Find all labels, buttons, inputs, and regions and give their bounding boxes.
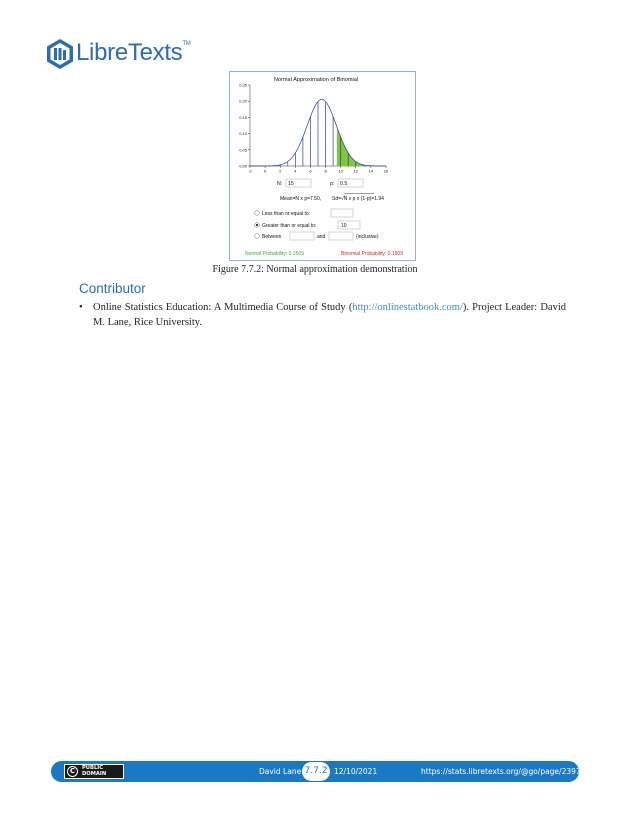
figure-caption: Figure 7.7.2: Normal approximation demonstration	[212, 264, 418, 275]
option-between-label: Between	[262, 234, 282, 240]
x-tick-label: -2	[248, 168, 252, 174]
greater-than-value: 10	[341, 223, 347, 229]
bullet: •	[79, 302, 83, 313]
mean-readout: Mean=N x p=7.50,	[280, 196, 322, 202]
applet-canvas	[230, 72, 417, 262]
p-input-value: 0.5	[340, 181, 348, 187]
x-tick-label: 8	[324, 168, 327, 174]
radio-greater-than-dot	[256, 224, 258, 226]
sd-readout: Sd=√N x p x (1-p)=1.94	[332, 196, 384, 202]
inclusive-label: (inclusive)	[356, 234, 379, 240]
option-less-than-label: Less than or equal to:	[262, 211, 311, 217]
y-tick-label: 0.05	[239, 147, 247, 153]
y-tick-label: 0.00	[239, 163, 247, 169]
radio-between[interactable]	[255, 234, 260, 239]
n-input-value: 15	[288, 181, 294, 187]
between-high-input[interactable]	[329, 232, 353, 240]
n-label: N:	[277, 181, 283, 187]
x-tick-label: 12	[353, 168, 359, 174]
libretexts-logo[interactable]	[46, 38, 216, 70]
libretexts-logo-icon	[46, 38, 74, 70]
x-tick-label: 10	[338, 168, 343, 174]
x-tick-label: 4	[294, 168, 297, 174]
y-tick-label: 0.20	[239, 98, 247, 104]
public-domain-label: PUBLIC DOMAIN	[82, 765, 107, 777]
y-tick-label: 0.15	[239, 114, 247, 120]
page-number: 7.7.2	[302, 762, 330, 781]
y-tick-label: 0.25	[239, 82, 247, 88]
section-heading-contributor: Contributor	[79, 281, 146, 296]
contributor-list-item: • Online Statistics Education: A Multimedia Course of Study (http://onlinestatbook.com/). Project Leader: David M. Lane, Rice University.	[79, 302, 566, 328]
footer-date: 12/10/2021	[334, 767, 378, 776]
chart-plot-area	[239, 83, 389, 174]
p-label: p:	[330, 181, 335, 187]
and-label: and	[317, 234, 326, 240]
chart-title: Normal Approximation of Binomial	[273, 77, 359, 83]
onlinestatbook-link[interactable]: http://onlinestatbook.com/	[352, 302, 463, 313]
footer-url[interactable]: https://stats.libretexts.org/@go/page/2397	[421, 767, 581, 776]
y-tick-label: 0.10	[239, 131, 247, 137]
x-tick-label: 16	[383, 168, 389, 174]
page-footer	[51, 761, 579, 782]
x-tick-label: 0	[263, 168, 267, 174]
option-greater-than-label: Greater than or equal to:	[262, 223, 317, 229]
normal-probability: Normal Probability: 0.1509	[245, 251, 304, 257]
normal-approximation-applet	[229, 71, 416, 261]
logo-wordmark: LibreTexts™	[76, 39, 191, 66]
public-domain-icon: C	[67, 766, 78, 777]
x-tick-label: 14	[368, 168, 374, 174]
radio-less-than[interactable]	[255, 211, 260, 216]
between-low-input[interactable]	[290, 232, 314, 240]
binomial-probability: Binomial Probability: 0.1509	[341, 251, 403, 257]
footer-author: David Lane	[259, 767, 302, 776]
less-than-input[interactable]	[331, 209, 353, 217]
x-tick-label: 6	[309, 168, 312, 174]
public-domain-badge[interactable]	[64, 764, 124, 779]
x-tick-label: 2	[279, 168, 282, 174]
shaded-normal-area	[337, 127, 386, 166]
